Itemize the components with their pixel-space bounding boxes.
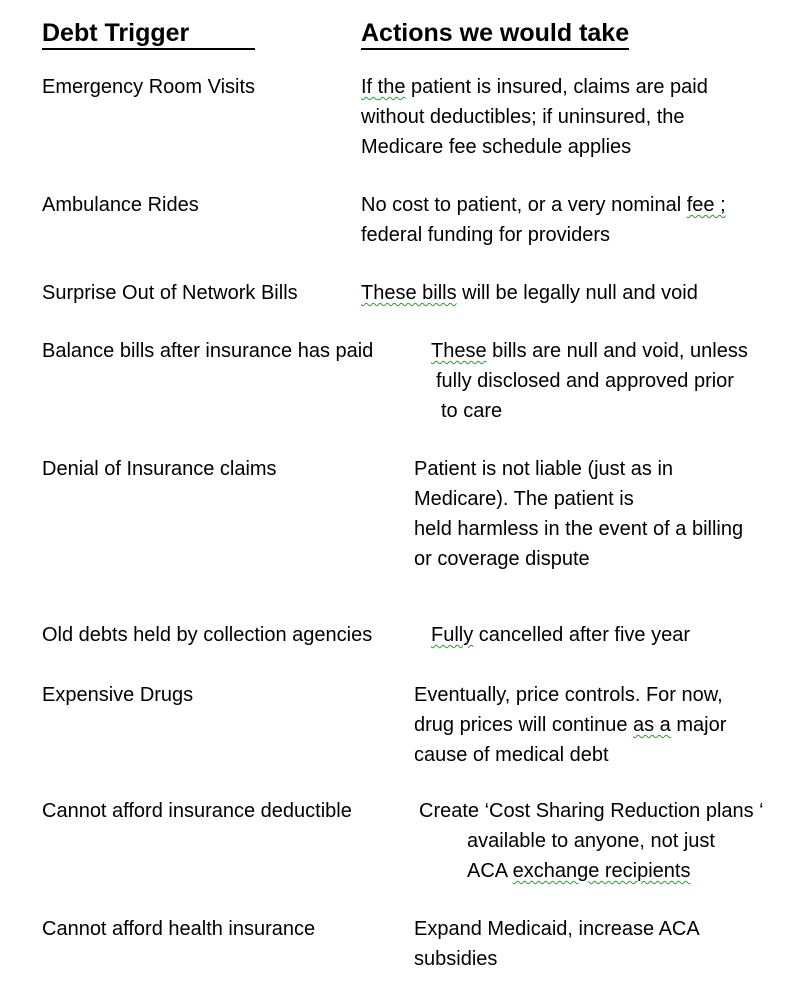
action-emergency-room bbox=[361, 72, 708, 162]
action-line: or coverage dispute bbox=[414, 548, 590, 570]
action-line: Medicare). The patient is bbox=[414, 488, 634, 510]
action-claim-denial bbox=[414, 454, 743, 574]
action-line: cause of medical debt bbox=[414, 744, 609, 766]
spell-flagged-word: the bbox=[377, 76, 406, 98]
debt-trigger-heading: Debt Trigger bbox=[42, 18, 255, 50]
action-expensive-drugs bbox=[414, 680, 726, 770]
action-line: held harmless in the event of a billing bbox=[414, 518, 744, 540]
trigger-balance-bills: Balance bills after insurance has paid bbox=[42, 340, 374, 362]
spell-flagged-word: These bbox=[431, 340, 487, 362]
action-line: Eventually, price controls. For now, bbox=[414, 684, 723, 706]
action-line: Patient is not liable (just as in bbox=[414, 458, 674, 480]
action-text: cancelled after five year bbox=[473, 624, 691, 646]
action-old-debts bbox=[431, 620, 690, 650]
trigger-expensive-drugs: Expensive Drugs bbox=[42, 684, 194, 706]
spell-flagged-word: Fully bbox=[431, 624, 474, 646]
trigger-surprise-bills: Surprise Out of Network Bills bbox=[42, 282, 298, 304]
actions-heading: Actions we would take bbox=[361, 18, 629, 50]
action-line: Medicare fee schedule applies bbox=[361, 136, 632, 158]
action-deductible bbox=[419, 796, 764, 886]
action-health-insurance bbox=[414, 914, 700, 974]
spell-flagged-word: If bbox=[361, 76, 378, 98]
action-balance-bills bbox=[431, 336, 748, 426]
action-line bbox=[361, 190, 726, 220]
action-text: will be legally null and void bbox=[456, 282, 698, 304]
action-line: without deductibles; if uninsured, the bbox=[361, 106, 685, 128]
action-line: fully disclosed and approved prior bbox=[436, 370, 734, 392]
action-surprise-bills bbox=[361, 278, 698, 308]
action-line bbox=[414, 710, 726, 740]
trigger-old-debts: Old debts held by collection agencies bbox=[42, 624, 373, 646]
trigger-emergency-room: Emergency Room Visits bbox=[42, 76, 256, 98]
action-line bbox=[431, 336, 748, 366]
action-ambulance bbox=[361, 190, 726, 250]
action-text: ACA bbox=[467, 860, 513, 882]
action-line: to care bbox=[441, 400, 503, 422]
action-line: federal funding for providers bbox=[361, 224, 611, 246]
action-line: available to anyone, not just bbox=[467, 830, 715, 852]
spell-flagged-word: as a bbox=[633, 714, 671, 736]
spell-flagged-word: exchange recipients bbox=[512, 860, 691, 882]
action-text: major bbox=[670, 714, 727, 736]
action-line bbox=[419, 856, 764, 886]
spell-flagged-word: fee ; bbox=[686, 194, 726, 216]
action-text: drug prices will continue bbox=[414, 714, 633, 736]
trigger-deductible: Cannot afford insurance deductible bbox=[42, 800, 352, 822]
action-line: subsidies bbox=[414, 948, 498, 970]
trigger-claim-denial: Denial of Insurance claims bbox=[42, 458, 277, 480]
action-line: Create ‘Cost Sharing Reduction plans ‘ bbox=[419, 800, 764, 822]
action-line bbox=[431, 620, 690, 650]
action-text: patient is insured, claims are paid bbox=[405, 76, 708, 98]
trigger-ambulance: Ambulance Rides bbox=[42, 194, 199, 216]
action-text: No cost to patient, or a very nominal bbox=[361, 194, 687, 216]
action-line bbox=[361, 72, 708, 102]
trigger-health-insurance: Cannot afford health insurance bbox=[42, 918, 316, 940]
action-line bbox=[361, 278, 698, 308]
spell-flagged-word: These bills bbox=[361, 282, 457, 304]
action-line: Expand Medicaid, increase ACA bbox=[414, 918, 700, 940]
action-text: bills are null and void, unless bbox=[486, 340, 748, 362]
